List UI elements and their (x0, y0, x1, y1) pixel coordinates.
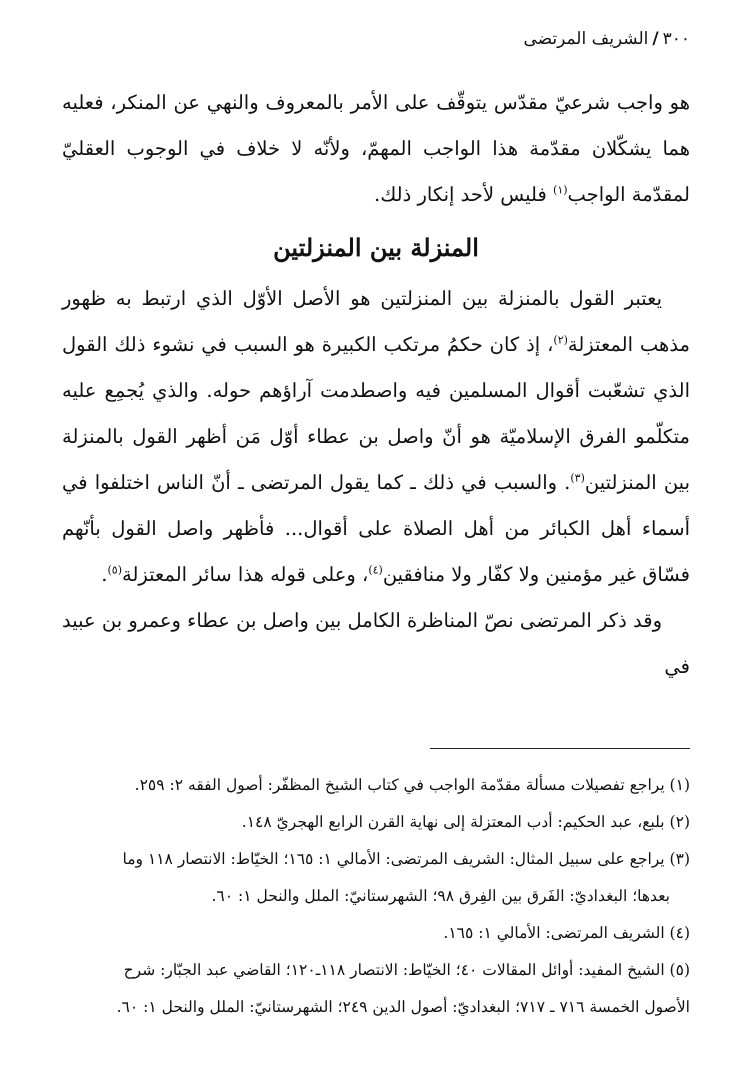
body-text (62, 80, 690, 690)
paragraph-1-end: فليس لأحد إنكار ذلك. (374, 183, 554, 206)
footnote-2: (٢) بلبع، عبد الحكيم: أدب المعتزلة إلى نهاية القرن الرابع الهجريّ ١٤٨. (241, 813, 690, 831)
footnote-3: (٣) يراجع على سبيل المثال: الشريف المرتضى: الأمالي ١: ١٦٥؛ الخيّاط: الانتصار ١١٨ وما (122, 850, 690, 868)
paragraph-2-text-a: يعتبر القول بالمنزلة بين المنزلتين هو الأصل الأوّل الذي ارتبط به ظهور مذهب المعتزلة (62, 287, 690, 356)
footnote-divider (430, 748, 690, 749)
footnote-1: (١) يراجع تفصيلات مسألة مقدّمة الواجب في كتاب الشيخ المظفّر: أصول الفقه ٢: ٢٥٩. (134, 776, 690, 794)
footnote-5: (٥) الشيخ المفيد: أوائل المقالات ٤٠؛ الخيّاط: الانتصار ١١٨ـ١٢٠؛ القاضي عبد الجبّار: شرح (123, 961, 690, 979)
footnote-5-continued: الأصول الخمسة ٧١٦ ـ ٧١٧؛ البغداديّ: أصول الدين ٢٤٩؛ الشهرستانيّ: الملل والنحل ١: ٦٠. (116, 998, 690, 1016)
paragraph-1 (62, 80, 690, 218)
footnote-3-continued: بعدها؛ البغداديّ: الفَرق بين الفِرق ٩٨؛ الشهرستانيّ: الملل والنحل ١: ٦٠. (211, 887, 670, 905)
paragraph-2-text-d: ، وعلى قوله هذا سائر المعتزلة (121, 563, 369, 586)
paragraph-3: وقد ذكر المرتضى نصّ المناظرة الكامل بين واصل بن عطاء وعمرو بن عبيد في (62, 609, 690, 678)
footnote-4: (٤) الشريف المرتضى: الأمالي ١: ١٦٥. (443, 924, 690, 942)
paragraph-2 (62, 276, 690, 598)
footnotes (62, 767, 690, 1026)
paragraph-1-text: هو واجب شرعيّ مقدّس يتوقّف على الأمر بالمعروف والنهي عن المنكر، فعليه هما يشكّلان مقدّمة هذا الواجب المهمّ، ولأنّه لا خلاف في الوجوب العقليّ لمقدّمة الواجب (62, 91, 690, 206)
running-header (62, 28, 690, 50)
paragraph-2-text-e: . (101, 563, 108, 586)
footnote-ref-3: (٣) (570, 471, 585, 485)
section-heading: المنزلة بين المنزلتين (273, 233, 479, 262)
paragraph-2-text-b: ، إذ كان حكمُ مرتكب الكبيرة هو السبب في نشوء ذلك القول الذي تشعّبت أقوال المسلمين فيه واصطدمت آراؤهم حوله. والذي يُجمِع عليه متكلّمو الفرق الإسلاميّة هو أنّ واصل بن عطاء أوّل مَن أظهر القول بالمنزلة بين المنزلتين (62, 333, 690, 494)
header-separator: / (652, 29, 659, 49)
book-page (62, 28, 690, 1058)
footnote-ref-1: (١) (553, 183, 568, 197)
paragraph-2-text-c: . والسبب في ذلك ـ كما يقول المرتضى ـ أنّ الناس اختلفوا في أسماء أهل الكبائر من أهل الصلاة على أقوال... فأظهر واصل القول بأنّهم فسّاق غير مؤمنين ولا كفّار ولا منافقين (62, 471, 690, 586)
footnote-ref-5: (٥) (107, 563, 122, 577)
page-number: ٣٠٠ (662, 29, 690, 49)
footnote-ref-2: (٢) (553, 333, 568, 347)
running-title: الشريف المرتضى (523, 29, 649, 49)
footnote-ref-4: (٤) (368, 563, 383, 577)
